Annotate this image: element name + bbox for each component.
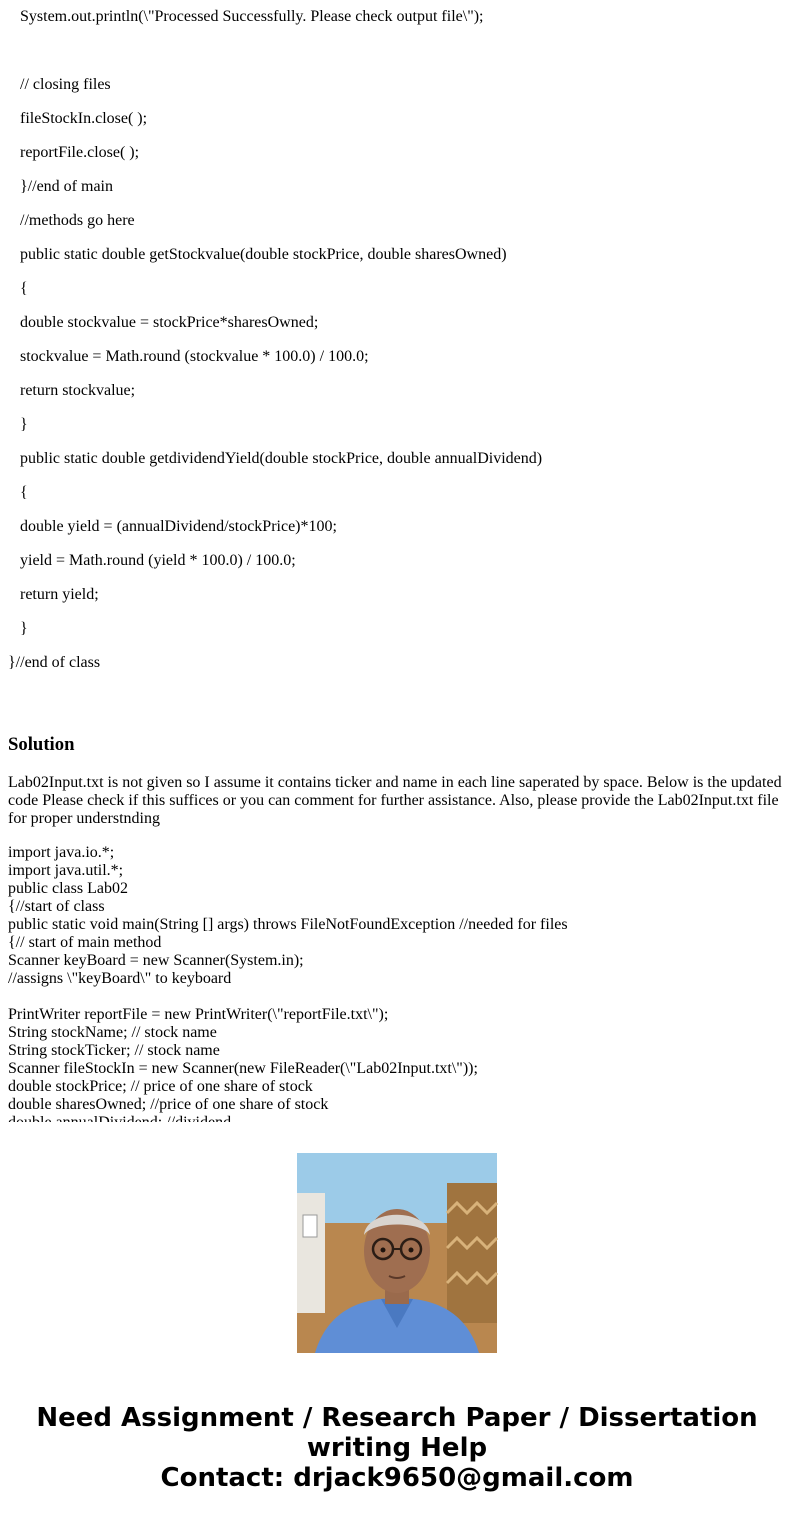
code-line: Scanner keyBoard = new Scanner(System.in); bbox=[8, 952, 304, 969]
code-line: {// start of main method bbox=[8, 934, 162, 951]
code-line: System.out.println(\"Processed Successfully. Please check output file\"); bbox=[20, 8, 484, 25]
code-line: }//end of main bbox=[20, 178, 113, 195]
contact-footer bbox=[0, 1122, 794, 1523]
contact-call-to-action bbox=[0, 1403, 794, 1493]
code-line: stockvalue = Math.round (stockvalue * 100.0) / 100.0; bbox=[20, 348, 369, 365]
avatar bbox=[297, 1153, 497, 1353]
code-line: // closing files bbox=[20, 76, 111, 93]
code-line: }//end of class bbox=[8, 654, 101, 671]
code-line: } bbox=[20, 416, 28, 433]
code-line: import java.io.*; bbox=[8, 844, 115, 861]
avatar-portrait bbox=[297, 1153, 497, 1353]
code-line: yield = Math.round (yield * 100.0) / 100.0; bbox=[20, 552, 296, 569]
code-line: } bbox=[20, 620, 28, 637]
code-line: //assigns \"keyBoard\" to keyboard bbox=[8, 970, 232, 987]
code-line: double sharesOwned; //price of one share of stock bbox=[8, 1096, 329, 1113]
code-line: { bbox=[20, 280, 28, 297]
code-line: double stockPrice; // price of one share of stock bbox=[8, 1078, 313, 1095]
question-code-block bbox=[8, 0, 790, 688]
code-line: double yield = (annualDividend/stockPrice)*100; bbox=[20, 518, 337, 535]
code-line: { bbox=[20, 484, 28, 501]
cta-contact-email: Contact: drjack9650@gmail.com bbox=[160, 1463, 634, 1493]
code-line: String stockTicker; // stock name bbox=[8, 1042, 220, 1059]
code-line: {//start of class bbox=[8, 898, 105, 915]
cta-line: Need Assignment / Research Paper / Dissertation bbox=[36, 1403, 758, 1433]
code-line: double stockvalue = stockPrice*sharesOwned; bbox=[20, 314, 319, 331]
solution-code-block bbox=[8, 844, 788, 1132]
code-line: public static void main(String [] args) throws FileNotFoundException //needed for files bbox=[8, 916, 568, 933]
code-line bbox=[20, 42, 790, 76]
code-line: return yield; bbox=[20, 586, 99, 603]
code-line bbox=[20, 0, 790, 8]
code-line: return stockvalue; bbox=[20, 382, 136, 399]
code-line: //methods go here bbox=[20, 212, 135, 229]
code-line bbox=[8, 988, 788, 1006]
code-line: public static double getdividendYield(double stockPrice, double annualDividend) bbox=[20, 450, 543, 467]
code-line: Scanner fileStockIn = new Scanner(new FileReader(\"Lab02Input.txt\")); bbox=[8, 1060, 478, 1077]
cta-line: writing Help bbox=[306, 1433, 488, 1463]
code-line: import java.util.*; bbox=[8, 862, 124, 879]
code-line: String stockName; // stock name bbox=[8, 1024, 217, 1041]
solution-paragraph: Lab02Input.txt is not given so I assume it contains ticker and name in each line saperated by space. Below is the updated code Please check if this suffices or you can comment for further assistance. Also, please provide the Lab02Input.txt file for proper understnding bbox=[8, 774, 782, 827]
solution-heading: Solution bbox=[8, 734, 75, 755]
code-line: PrintWriter reportFile = new PrintWriter(\"reportFile.txt\"); bbox=[8, 1006, 389, 1023]
code-line: fileStockIn.close( ); bbox=[20, 110, 148, 127]
code-line: public class Lab02 bbox=[8, 880, 128, 897]
code-line: public static double getStockvalue(double stockPrice, double sharesOwned) bbox=[20, 246, 507, 263]
code-line: reportFile.close( ); bbox=[20, 144, 140, 161]
